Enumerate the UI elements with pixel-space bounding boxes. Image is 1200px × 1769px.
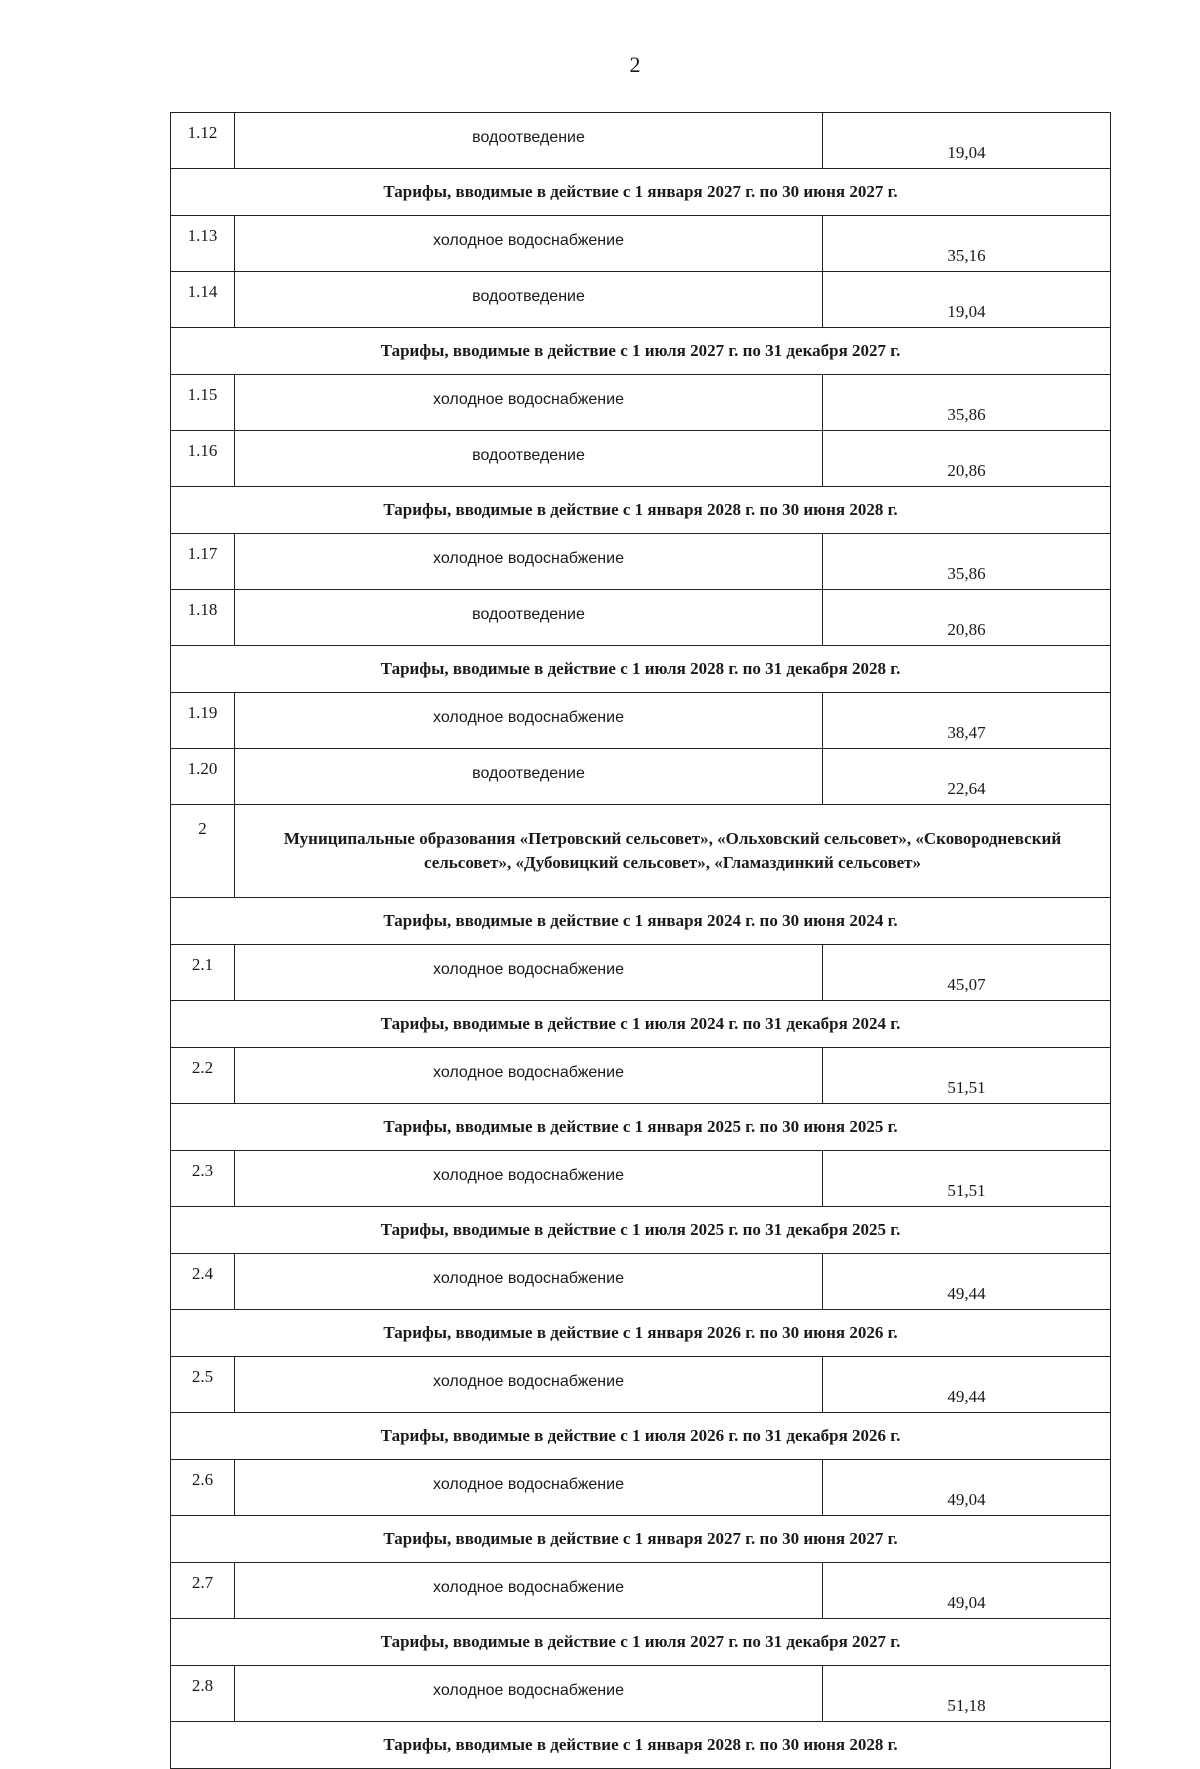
tariff-value: 51,18 xyxy=(823,1666,1111,1722)
row-number: 1.14 xyxy=(171,272,235,328)
period-header: Тарифы, вводимые в действие с 1 июля 2028 г. по 31 декабря 2028 г. xyxy=(171,646,1111,693)
service-name: холодное водоснабжение xyxy=(235,1666,823,1722)
service-name: холодное водоснабжение xyxy=(235,1460,823,1516)
tariff-value: 45,07 xyxy=(823,945,1111,1001)
period-header: Тарифы, вводимые в действие с 1 июля 2027 г. по 31 декабря 2027 г. xyxy=(171,1619,1111,1666)
service-name: холодное водоснабжение xyxy=(235,375,823,431)
tariff-value: 20,86 xyxy=(823,431,1111,487)
period-header: Тарифы, вводимые в действие с 1 января 2028 г. по 30 июня 2028 г. xyxy=(171,487,1111,534)
tariff-value: 51,51 xyxy=(823,1151,1111,1207)
period-header: Тарифы, вводимые в действие с 1 января 2024 г. по 30 июня 2024 г. xyxy=(171,898,1111,945)
service-name: холодное водоснабжение xyxy=(235,1254,823,1310)
tariff-value: 51,51 xyxy=(823,1048,1111,1104)
tariff-value: 20,86 xyxy=(823,590,1111,646)
group-title: Муниципальные образования «Петровский сельсовет», «Ольховский сельсовет», «Сковородневский сельсовет», «Дубовицкий сельсовет», «Гламаздинкий сельсовет» xyxy=(235,805,1111,898)
group-header-row xyxy=(171,805,1111,898)
row-number: 2.8 xyxy=(171,1666,235,1722)
period-header: Тарифы, вводимые в действие с 1 января 2027 г. по 30 июня 2027 г. xyxy=(171,1516,1111,1563)
period-header: Тарифы, вводимые в действие с 1 июля 2024 г. по 31 декабря 2024 г. xyxy=(171,1001,1111,1048)
tariff-value: 38,47 xyxy=(823,693,1111,749)
tariff-row xyxy=(171,1151,1111,1207)
period-header: Тарифы, вводимые в действие с 1 января 2025 г. по 30 июня 2025 г. xyxy=(171,1104,1111,1151)
tariff-row xyxy=(171,375,1111,431)
row-number: 1.19 xyxy=(171,693,235,749)
row-number: 1.18 xyxy=(171,590,235,646)
tariff-row xyxy=(171,945,1111,1001)
row-number: 2.4 xyxy=(171,1254,235,1310)
tariff-value: 49,44 xyxy=(823,1357,1111,1413)
tariff-row xyxy=(171,113,1111,169)
service-name: холодное водоснабжение xyxy=(235,693,823,749)
tariff-value: 19,04 xyxy=(823,272,1111,328)
period-header-row xyxy=(171,1722,1111,1769)
row-number: 1.15 xyxy=(171,375,235,431)
tariff-row xyxy=(171,693,1111,749)
row-number: 1.17 xyxy=(171,534,235,590)
service-name: водоотведение xyxy=(235,749,823,805)
tariff-table xyxy=(170,112,1111,1769)
tariff-row xyxy=(171,272,1111,328)
period-header-row xyxy=(171,646,1111,693)
service-name: холодное водоснабжение xyxy=(235,1563,823,1619)
period-header-row xyxy=(171,1413,1111,1460)
tariff-row xyxy=(171,1254,1111,1310)
row-number: 1.12 xyxy=(171,113,235,169)
row-number: 2.1 xyxy=(171,945,235,1001)
row-number: 2.2 xyxy=(171,1048,235,1104)
tariff-value: 35,86 xyxy=(823,534,1111,590)
tariff-row xyxy=(171,1048,1111,1104)
row-number: 1.20 xyxy=(171,749,235,805)
service-name: холодное водоснабжение xyxy=(235,1357,823,1413)
period-header-row xyxy=(171,487,1111,534)
tariff-row xyxy=(171,749,1111,805)
page-number: 2 xyxy=(629,52,641,77)
tariff-row xyxy=(171,1666,1111,1722)
period-header: Тарифы, вводимые в действие с 1 января 2027 г. по 30 июня 2027 г. xyxy=(171,169,1111,216)
tariff-value: 49,04 xyxy=(823,1563,1111,1619)
service-name: водоотведение xyxy=(235,113,823,169)
tariff-row xyxy=(171,431,1111,487)
period-header: Тарифы, вводимые в действие с 1 января 2028 г. по 30 июня 2028 г. xyxy=(171,1722,1111,1769)
period-header-row xyxy=(171,898,1111,945)
tariff-value: 35,86 xyxy=(823,375,1111,431)
period-header-row xyxy=(171,1619,1111,1666)
service-name: водоотведение xyxy=(235,272,823,328)
service-name: холодное водоснабжение xyxy=(235,534,823,590)
tariff-row xyxy=(171,1563,1111,1619)
row-number: 1.13 xyxy=(171,216,235,272)
tariff-value: 49,04 xyxy=(823,1460,1111,1516)
tariff-row xyxy=(171,216,1111,272)
service-name: холодное водоснабжение xyxy=(235,216,823,272)
period-header: Тарифы, вводимые в действие с 1 июля 2025 г. по 31 декабря 2025 г. xyxy=(171,1207,1111,1254)
period-header-row xyxy=(171,1516,1111,1563)
period-header-row xyxy=(171,1310,1111,1357)
tariff-value: 19,04 xyxy=(823,113,1111,169)
service-name: водоотведение xyxy=(235,431,823,487)
tariff-value: 22,64 xyxy=(823,749,1111,805)
tariff-row xyxy=(171,1357,1111,1413)
period-header: Тарифы, вводимые в действие с 1 января 2026 г. по 30 июня 2026 г. xyxy=(171,1310,1111,1357)
tariff-row xyxy=(171,590,1111,646)
period-header-row xyxy=(171,1001,1111,1048)
group-number: 2 xyxy=(171,805,235,898)
tariff-table-body xyxy=(171,113,1111,1769)
period-header: Тарифы, вводимые в действие с 1 июля 2026 г. по 31 декабря 2026 г. xyxy=(171,1413,1111,1460)
service-name: водоотведение xyxy=(235,590,823,646)
row-number: 2.3 xyxy=(171,1151,235,1207)
period-header-row xyxy=(171,169,1111,216)
service-name: холодное водоснабжение xyxy=(235,1151,823,1207)
row-number: 2.5 xyxy=(171,1357,235,1413)
service-name: холодное водоснабжение xyxy=(235,1048,823,1104)
tariff-row xyxy=(171,534,1111,590)
row-number: 2.7 xyxy=(171,1563,235,1619)
tariff-value: 49,44 xyxy=(823,1254,1111,1310)
period-header-row xyxy=(171,328,1111,375)
tariff-value: 35,16 xyxy=(823,216,1111,272)
row-number: 1.16 xyxy=(171,431,235,487)
tariff-row xyxy=(171,1460,1111,1516)
service-name: холодное водоснабжение xyxy=(235,945,823,1001)
period-header-row xyxy=(171,1207,1111,1254)
period-header-row xyxy=(171,1104,1111,1151)
period-header: Тарифы, вводимые в действие с 1 июля 2027 г. по 31 декабря 2027 г. xyxy=(171,328,1111,375)
row-number: 2.6 xyxy=(171,1460,235,1516)
